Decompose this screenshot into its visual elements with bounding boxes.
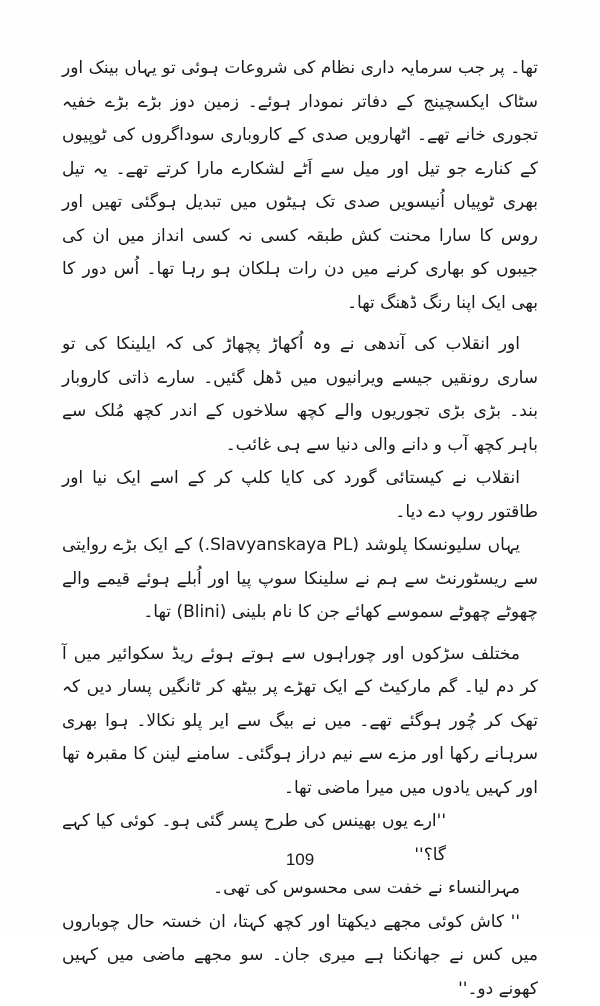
paragraph-4: یہاں سلیونسکا پلوشد (Slavyanskaya PL.) کے ایک بڑے روایتی سے ریسٹورنٹ سے ہم نے سلینکا سوپ پیا اور اُبلے ہوئے قیمے والے چھوٹے چھوٹے سموسے کھائے جن کا نام بلینی (Blini) تھا۔	[62, 529, 538, 630]
quote-2: '' کاش کوئی مجھے دیکھتا اور کچھ کہتا، ان خستہ حال چوباروں میں کس نے جھانکنا ہے میری جان۔ سو مجھے ماضی میں کہیں کھونے دو۔''	[62, 906, 538, 1006]
paragraph-6: مہرالنساء نے خفت سی محسوس کی تھی۔	[62, 872, 538, 906]
paragraph-5: مختلف سڑکوں اور چوراہوں سے ہوتے ہوئے ریڈ سکوائیر میں آ کر دم لیا۔ گم مارکیٹ کے ایک تھڑے پر بیٹھ کر ٹانگیں پسار دیں کہ تھک کر چُور ہوگئے تھے۔ میں نے بیگ سے ایر پلو نکالا۔ ہوا بھری سرہانے رکھا اور مزے سے نیم دراز ہوگئی۔ سامنے لینن کا مقبرہ تھا اور کہیں یادوں میں میرا ماضی تھا۔	[62, 638, 538, 806]
paragraph-2: اور انقلاب کی آندھی نے وہ اُکھاڑ پچھاڑ کی کہ ایلینکا کی تو ساری رونقیں جیسے ویرانیوں میں ڈھل گئیں۔ سارے ذاتی کاروبار بند۔ بڑی بڑی تجوریوں والے کچھ سلاخوں کے اندر کچھ مُلک سے باہر کچھ آب و دانے والی دنیا سے ہی غائب۔	[62, 328, 538, 462]
quote-1: ''ارے یوں بھینس کی طرح پسر گئی ہو۔ کوئی کیا کہے گا؟''	[62, 805, 538, 872]
page-number: 109	[0, 850, 600, 870]
paragraph-1: تھا۔ پر جب سرمایہ داری نظام کی شروعات ہوئی تو یہاں بینک اور سٹاک ایکسچینج کے دفاتر نمودار ہوئے۔ زمین دوز بڑے بڑے خفیہ تجوری خانے تھے۔ اٹھارویں صدی کے کاروباری سوداگروں کی ٹوپیوں کے کنارے جو تیل اور میل سے اَٹے لشکارے مارا کرتے تھے۔ یہ تیل بھری ٹوپیاں اُنیسویں صدی تک ہیٹوں میں تبدیل ہوگئی تھیں اور روس کا سارا محنت کش طبقہ کسی نہ کسی انداز میں ان کی جیبوں کو بھاری کرنے میں دن رات ہلکان ہو رہا تھا۔ اُس دور کا بھی ایک اپنا رنگ ڈھنگ تھا۔	[62, 52, 538, 320]
paragraph-3: انقلاب نے کیستائی گورد کی کایا کلپ کر کے اسے ایک نیا اور طاقتور روپ دے دیا۔	[62, 462, 538, 529]
